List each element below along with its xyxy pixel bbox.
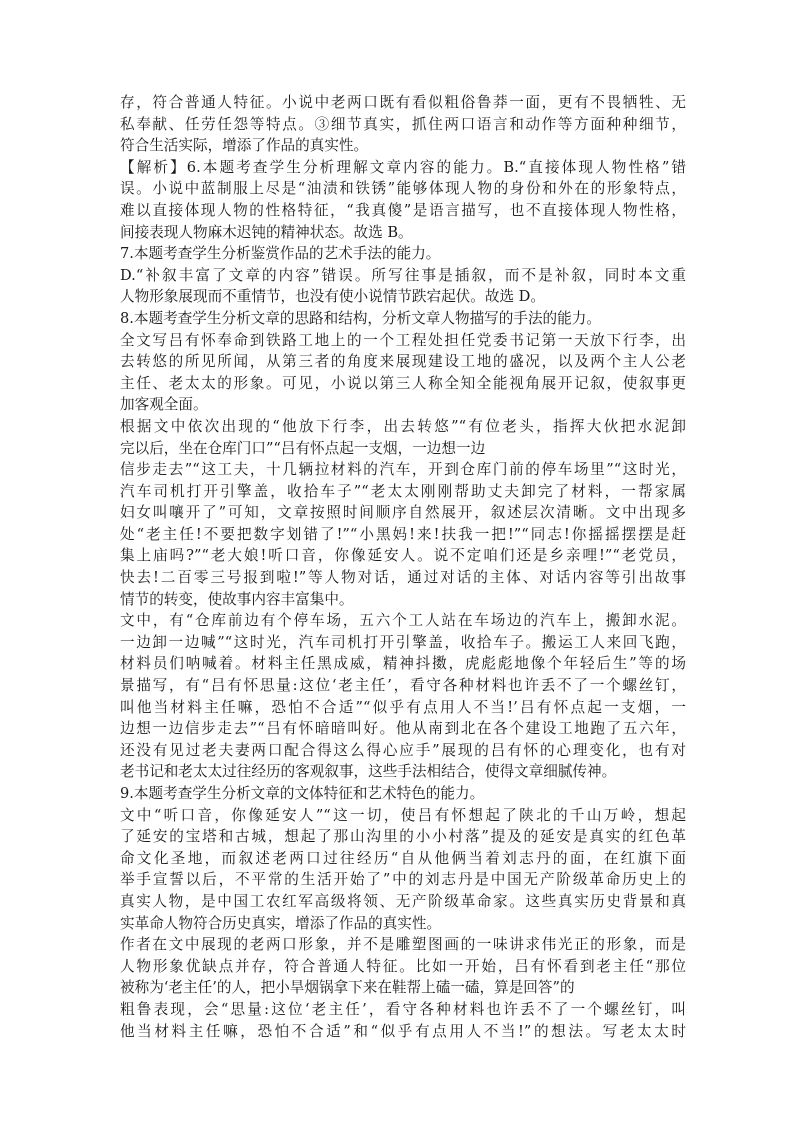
- text-line: 根据文中依次出现的“他放下行李，出去转悠”“有位老头，指挥大伙把水泥卸: [120, 417, 686, 435]
- text-line: 材料员们呐喊着。材料主任黑成威，精神抖擞，虎彪彪地像个年轻后生”等的场: [120, 655, 686, 673]
- text-line: 人物形象优缺点并存，符合普通人特征。比如一开始，吕有怀看到老主任“那位: [120, 957, 686, 975]
- text-line: 粗鲁表现，会“思量:这位‘老主任’，看守各种材料也许丢不了一个螺丝钉，叫: [120, 1000, 686, 1018]
- text-line: 9.本题考查学生分析文章的文体特征和艺术特色的能力。: [120, 785, 485, 802]
- text-line: 边想一边信步走去”“吕有怀暗暗叫好。他从南到北在各个建设工地跑了五六年，: [120, 720, 686, 738]
- text-line: 被称为‘老主任’的人，把小旱烟锅拿下来在鞋帮上磕一磕，算是回答”的: [120, 979, 575, 997]
- text-line: 命文化圣地，而叙述老两口过往经历“自从他俩当着刘志丹的面，在红旗下面: [120, 849, 686, 867]
- text-line: 存，符合普通人特征。小说中老两口既有看似粗俗鲁莽一面，更有不畏牺牲、无: [120, 94, 686, 111]
- text-line: 集上庙吗?”“老大娘!听口音，你像延安人。说不定咱们还是乡亲哩!”“老党员，: [120, 547, 686, 565]
- text-line: 主任、老太太的形象。可见，小说以第三人称全知全能视角展开记叙，使叙事更: [120, 374, 686, 392]
- text-line: 一边卸一边喊”“这时光，汽车司机打开引擎盖，收拾车子。搬运工人来回飞跑，: [120, 633, 686, 651]
- text-line: 还没有见过老夫妻两口配合得这么得心应手”展现的吕有怀的心理变化，也有对: [120, 741, 686, 759]
- text-line: 妇女叫嚷开了”可知，文章按照时间顺序自然展开，叙述层次清晰。文中出现多: [120, 504, 686, 522]
- text-line: 间接表现人物麻木迟钝的精神状态。故选 B。: [120, 223, 413, 241]
- text-line: 信步走去”“这工夫，十几辆拉材料的汽车，开到仓库门前的停车场里”“这时光，: [120, 461, 686, 479]
- text-line: 叫他当材料主任嘛，恐怕不合适”“似乎有点用人不当!’吕有怀点起一支烟，一: [120, 698, 686, 716]
- text-line: 他当材料主任嘛，恐怕不合适”和“似乎有点用人不当!”的想法。写老太太时: [120, 1022, 686, 1040]
- text-line: 老书记和老太太过往经历的客观叙事，这些手法相结合，使得文章细腻传神。: [120, 763, 617, 781]
- text-line: 加客观全面。: [120, 396, 208, 414]
- text-line: 快去!二百零三号报到啦!”等人物对话，通过对话的主体、对话内容等引出故事: [120, 569, 686, 587]
- text-line: 私奉献、任劳任怨等特点。③细节真实，抓住两口语言和动作等方面种种细节，: [120, 115, 686, 133]
- text-line: 真实人物，是中国工农红军高级将领、无产阶级革命家。这些真实历史背景和真: [120, 892, 686, 910]
- document-body: [120, 92, 686, 1042]
- text-line: 实革命人物符合历史真实，增添了作品的真实性。: [120, 914, 442, 932]
- text-line: 情节的转变，使故事内容丰富集中。: [120, 590, 354, 608]
- text-line: 符合生活实际，增添了作品的真实性。: [120, 137, 369, 155]
- text-line: 7.本题考查学生分析鉴赏作品的艺术手法的能力。: [120, 245, 441, 263]
- text-line: D.“补叙丰富了文章的内容”错误。所写往事是插叙，而不是补叙，同时本文重: [120, 266, 686, 284]
- text-line: 人物形象展现而不重情节，也没有使小说情节跌宕起伏。故选 D。: [120, 288, 545, 306]
- text-line: 举手宣誓以后，不平常的生活开始了”中的刘志丹是中国无产阶级革命历史上的: [120, 871, 686, 889]
- text-line: 文中，有“仓库前边有个停车场，五六个工人站在车场边的汽车上，搬卸水泥。: [120, 612, 686, 630]
- text-line: 去转悠的所见所闻，从第三者的角度来展现建设工地的盛况，以及两个主人公老: [120, 353, 686, 371]
- text-line: 8.本题考查学生分析文章的思路和结构，分析文章人物描写的手法的能力。: [120, 309, 601, 327]
- text-line: 汽车司机打开引擎盖，收拾车子”“老太太刚刚帮助丈夫卸完了材料，一帮家属: [120, 482, 686, 500]
- text-line: 误。小说中蓝制服上尽是“油渍和铁锈”能够体现人物的身份和外在的形象特点，: [120, 180, 686, 198]
- text-line: 文中“听口音，你像延安人”“这一切，使吕有怀想起了陕北的千山万岭，想起: [120, 806, 686, 824]
- text-line: 完以后，坐在仓库门口”“吕有怀点起一支烟，一边想一边: [120, 439, 486, 457]
- text-line: 难以直接体现人物的性格特征，“我真傻”是语言描写，也不直接体现人物性格，: [120, 201, 686, 219]
- text-line: 作者在文中展现的老两口形象，并不是雕塑图画的一味讲求伟光正的形象，而是: [120, 936, 686, 954]
- text-line: 处“老主任!不要把数字划错了!”“小黑妈!来!扶我一把!”“同志!你摇摇摆摆是赶: [120, 525, 686, 543]
- text-line: 全文写吕有怀奉命到铁路工地上的一个工程处担任党委书记第一天放下行李，出: [120, 331, 686, 349]
- text-line: 了延安的宝塔和古城，想起了那山沟里的小小村落”提及的延安是真实的红色革: [120, 828, 686, 846]
- text-line: 景描写，有“吕有怀思量:这位‘老主任’，看守各种材料也许丢不了一个螺丝钉，: [120, 677, 686, 695]
- text-line: 【解析】6.本题考查学生分析理解文章内容的能力。B.“直接体现人物性格”错: [120, 158, 686, 176]
